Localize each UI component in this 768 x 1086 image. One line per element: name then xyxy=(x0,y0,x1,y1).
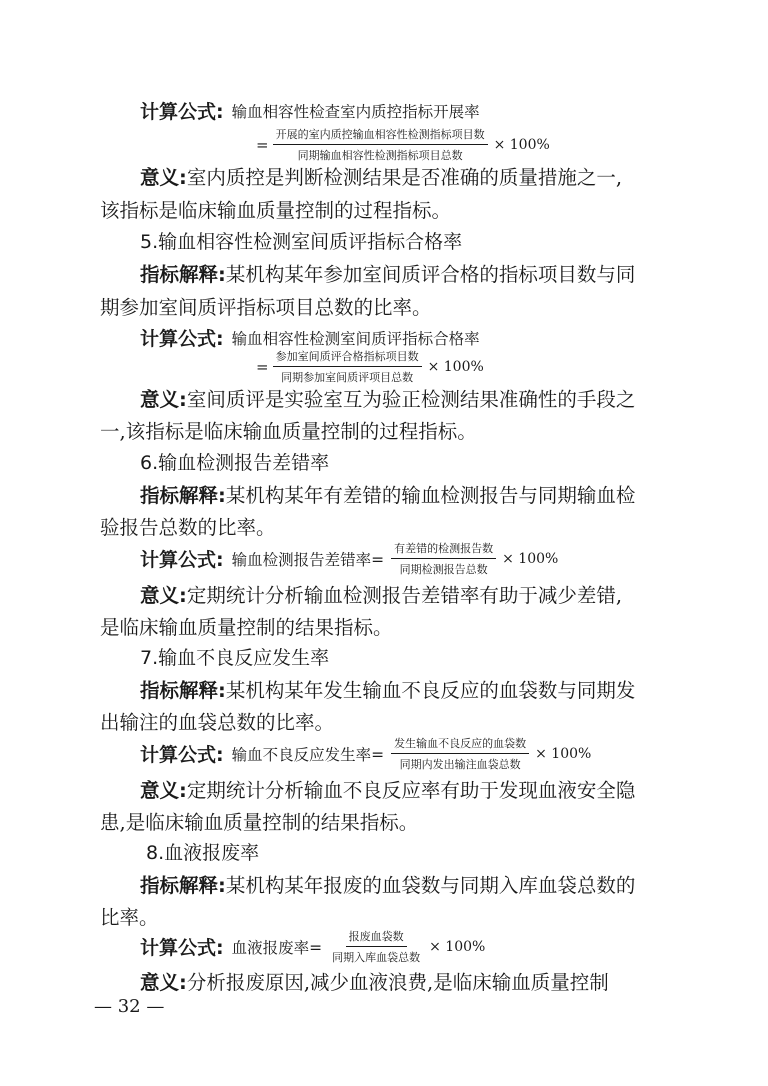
times-100-percent: × 100% xyxy=(502,550,559,567)
page-number: — 32 — xyxy=(94,996,165,1017)
numerator: 报废血袋数 xyxy=(346,928,407,947)
section-heading-7: 7.输血不良反应发生率 xyxy=(140,647,330,669)
meaning-text: 分析报废原因,减少血液浪费,是临床输血质量控制 xyxy=(186,971,609,994)
equals-sign: = xyxy=(256,135,269,154)
explain-text: 某机构某年报废的血袋数与同期入库血袋总数的 xyxy=(225,874,636,897)
times-100-percent: × 100% xyxy=(427,358,484,375)
numerator: 发生输血不良反应的血袋数 xyxy=(391,735,529,754)
meaning-label: 意义: xyxy=(140,779,187,802)
meaning-s4-line2: 该指标是临床输血质量控制的过程指标。 xyxy=(100,199,452,222)
fraction xyxy=(391,735,529,772)
formula-name: 输血相容性检测室间质评指标合格率 xyxy=(231,329,480,348)
meaning-s5-line1 xyxy=(140,390,635,410)
explain-label: 指标解释: xyxy=(140,679,226,702)
section-heading-6: 6.输血检测报告差错率 xyxy=(140,452,330,474)
meaning-label: 意义: xyxy=(140,388,187,411)
explain-s6-line2: 验报告总数的比率。 xyxy=(100,516,276,539)
explain-s5-line1 xyxy=(140,265,635,285)
formula-name: 血液报废率= xyxy=(231,938,323,957)
explain-s7-line1 xyxy=(140,681,635,701)
times-100-percent: × 100% xyxy=(493,136,550,153)
section-heading-8: 8.血液报废率 xyxy=(146,842,260,864)
formula-s4-fraction xyxy=(256,126,550,163)
fraction xyxy=(329,928,423,965)
explain-s5-line2: 期参加室间质评指标项目总数的比率。 xyxy=(100,296,432,319)
calc-label: 计算公式: xyxy=(140,744,224,766)
numerator: 有差错的检测报告数 xyxy=(391,540,496,559)
explain-s8-line2: 比率。 xyxy=(100,906,159,929)
formula-s6 xyxy=(140,540,558,577)
meaning-s6-line2: 是临床输血质量控制的结果指标。 xyxy=(100,616,393,639)
meaning-s5-line2: 一,该指标是临床输血质量控制的过程指标。 xyxy=(100,420,477,443)
explain-label: 指标解释: xyxy=(140,874,226,897)
explain-text: 某机构某年参加室间质评合格的指标项目数与同 xyxy=(225,263,636,286)
times-100-percent: × 100% xyxy=(535,745,592,762)
meaning-text: 室内质控是判断检测结果是否准确的质量措施之一, xyxy=(186,166,623,189)
calc-label: 计算公式: xyxy=(140,101,224,123)
meaning-text: 定期统计分析输血检测报告差错率有助于减少差错, xyxy=(186,584,623,607)
calc-label: 计算公式: xyxy=(140,549,224,571)
meaning-s7-line1 xyxy=(140,781,635,801)
formula-s7 xyxy=(140,735,591,772)
explain-text: 某机构某年有差错的输血检测报告与同期输血检 xyxy=(225,484,636,507)
denominator: 同期输血相容性检测指标项目总数 xyxy=(297,149,463,162)
denominator: 同期参加室间质评项目总数 xyxy=(281,371,414,384)
explain-label: 指标解释: xyxy=(140,263,226,286)
formula-name: 输血相容性检查室内质控指标开展率 xyxy=(231,102,480,121)
formula-s5-fraction xyxy=(256,348,484,385)
meaning-text: 室间质评是实验室互为验正检测结果准确性的手段之 xyxy=(186,388,636,411)
explain-text: 某机构某年发生输血不良反应的血袋数与同期发 xyxy=(225,679,636,702)
numerator: 开展的室内质控输血相容性检测指标项目数 xyxy=(273,126,488,145)
explain-label: 指标解释: xyxy=(140,484,226,507)
meaning-s8-line1 xyxy=(140,973,609,993)
meaning-label: 意义: xyxy=(140,584,187,607)
fraction xyxy=(391,540,496,577)
formula-s8 xyxy=(140,928,485,965)
explain-s7-line2: 出输注的血袋总数的比率。 xyxy=(100,711,335,734)
denominator: 同期内发出输注血袋总数 xyxy=(399,758,521,771)
equals-sign: = xyxy=(256,357,269,376)
meaning-label: 意义: xyxy=(140,166,187,189)
fraction xyxy=(273,126,488,163)
numerator: 参加室间质评合格指标项目数 xyxy=(273,348,422,367)
meaning-s6-line1 xyxy=(140,586,622,606)
formula-s4-title xyxy=(140,97,483,124)
formula-name: 输血不良反应发生率= xyxy=(231,745,385,764)
calc-label: 计算公式: xyxy=(140,937,224,959)
explain-s8-line1 xyxy=(140,876,635,896)
denominator: 同期入库血袋总数 xyxy=(332,951,421,964)
fraction xyxy=(273,348,422,385)
meaning-text: 定期统计分析输血不良反应率有助于发现血液安全隐 xyxy=(186,779,636,802)
meaning-label: 意义: xyxy=(140,971,187,994)
formula-s5-title xyxy=(140,324,483,351)
explain-s6-line1 xyxy=(140,486,635,506)
formula-name: 输血检测报告差错率= xyxy=(231,550,385,569)
denominator: 同期检测报告总数 xyxy=(399,563,488,576)
meaning-s4-line1 xyxy=(140,168,622,188)
meaning-s7-line2: 患,是临床输血质量控制的结果指标。 xyxy=(100,811,419,834)
section-heading-5: 5.输血相容性检测室间质评指标合格率 xyxy=(140,231,463,253)
calc-label: 计算公式: xyxy=(140,328,224,350)
times-100-percent: × 100% xyxy=(429,938,486,955)
